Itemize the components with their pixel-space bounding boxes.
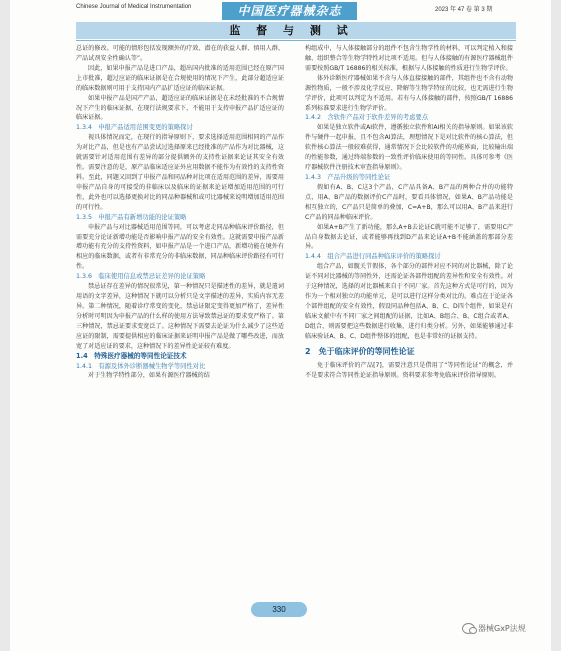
section-title: 监 督 与 测 试 <box>229 24 354 37</box>
paragraph: 因此，如果申报产品是进口产品，超出国内批准的适用范围已经在原产国上市批准，超过应证的临床证据是在合规使用的情况下产生，此部分超适应证的临床数据则可用于支持国内产品扩适应证的临床证据。 <box>76 64 284 92</box>
paragraph: 对于生物学特性部分，如果有源医疗器械的结 <box>88 372 210 380</box>
watermark-text: 器械GxP法规 <box>478 624 526 633</box>
paragraph: 禁忌证存在差异的情况很常见，第一种情况只是描述性的差异，就是遣词用语的文字差异，这种情况下就可以分析只是文字描述的差异，实质内容无差异。第二种情况，随着诊疗常变的变化，禁忌证限定变得更加严格了，差异性分析时可明因为申报产品的什么样的使用方法导致禁忌证的要求变严格了。第三种情况，禁忌证要求变宽泛了。这种情况下需要去论证为什么减少了这些适应证的限制，需要提供相应的临床证据来证明申报产品是做了哪些改进，而放宽了对适应证的要求，这种情况下的差异性论证较有难度。 <box>76 283 284 350</box>
subsubsection-heading: 1.4.2 含软件产品对于软件差异的考虑要点 <box>305 114 429 122</box>
document-page <box>10 0 551 651</box>
journal-logo: 中国医疗器械杂志 <box>222 2 357 20</box>
subsubsection-heading: 1.4.1 有源及体外诊断器械生物学等同性对比 <box>76 362 206 370</box>
paragraph-continued: 构组成中，与人体接触部分的组件不包含生物学性的材料，可以判定植入和接触、组织整合等生物学特性对比项不适用。但与人体接触的有源医疗器械组件需要按照GB/T 16886的相关标准，根据与人体接触的性质进行生物学评价。 <box>305 45 513 72</box>
paragraph: 视具体情况而定，在现行的指导原则下，要求选择适用范围相同的产品作为对比产品，但是也有产品尝试过选择原来已经批准的产品作为对比器械，这就需要针对适用范围有差异的部分提供额外的支持性证据来论证其安全有效性。需要注意的是，原产品临床适应证外应用数据不能作为有效性的支持性资料。至此，同题又回到了申报产品和同品种对比项在适用范围的差异，需要用申报产品自身的可接受的非临床以及临床的证据来论证增加适用范围的可行性，此外也可以选择更换对比的同品种器械和或可比器械来说明增加适用范围的可行性。 <box>76 134 284 211</box>
subsubsection-heading: 1.4.3 产品升级的等同性论证 <box>305 173 391 181</box>
paragraph: 体外诊断医疗器械如果不含与人体直接接触的部件，其组件也不含有动物源性物质，一般不涉及化学反应、降解等生物学特征的比较，也无需进行生物学评价，此项可以判定为不适用。若有与人体接触的部件，按照GB/T 16886系列标准要求进行生物学评价。 <box>305 74 513 112</box>
header-divider <box>76 40 516 41</box>
watermark <box>462 623 526 634</box>
subsubsection-heading: 1.3.5 申报产品有新增功能的论证策略 <box>76 213 187 221</box>
paragraph: 申报产品与对比器械适用范围等同，可以考虑走同品种临床评价路径，但需要充分论证新增功能是否影响申报产品的安全有效性。这就需要申报产品新增功能有充分的支持性资料，如申报产品是一个进口产品，新增功能在境外有相应的临床数据，或者有非常充分的非临床数据，同品种临床评价路径有可行性。 <box>76 223 284 271</box>
paragraph: 如果A+B产生了新功能，那么A+B去论证C就可能不足够了，需要用C产品自身数据去论证，或者能够再找到D产品来论证A+B不能涵盖的那部分差异。 <box>305 223 513 251</box>
paragraph: 假如有A、B、C这3个产品，C产品具备A、B产品的两种合并的功能特点，用A、B产品的数据评价C产品时，要看具体情况，如果A、B产品功能是相互独立的，C产品只是简单的叠加，C=A+B，那么可以用A、B产品来进行C产品的同品种临床评价。 <box>305 183 513 221</box>
paragraph-continued: 总证的修改。可能的情形包括发现额外的疗效、潜在的获益人群、慎用人群、产品试剂安全性确认等”。 <box>76 45 284 62</box>
wechat-icon <box>462 623 475 634</box>
left-column <box>76 44 284 381</box>
subsubsection-heading: 1.3.4 申报产品适用范围变更的策略探讨 <box>76 124 193 132</box>
subsubsection-heading: 1.4.4 组合产品进行同品种临床评价的策略探讨 <box>305 253 441 261</box>
right-column <box>305 44 513 381</box>
journal-name: Chinese Journal of Medical Instrumentation <box>76 4 192 10</box>
page-number: 330 <box>251 602 307 617</box>
paragraph: 组合产品，如髋关节假体，各个部分的部件对应不同的对比器械，除了论证不同对比器械的等同性外，还需论证各部件组配的差异性和安全有效性。对于这种情况，选择的对比器械来自于不同厂家。首先这种方式是可行的，因为作为一个相对独立的功能单元，是可以进行这样分类对比的。难点在于论证各个部件组配的安全有效性，假设同品种包括A、B、C、D四个组件，如果是有临床文献中有不同厂家之间组配的证据，比如A、B组合、B、C组合或者A、D组合，则需要把这些数据进行收集，进行归类分析。另外，如果能够通过非临床验证A、B、C、D组件整体的组配，也是非常好的证据支持。 <box>305 263 513 340</box>
paragraph: 如果是独立软件或AI软件，遵循独立软件和AI相关的指导原则。如果该软件与硬件一起申报，且不包含AI算法，理想情况下是对比软件的核心算法，但软件核心算法一般较难获得，通常情况下会比较软件的功能界面，比较输出端的性能参数，通过终端参数的一致性评价临床使用的等同性。具体可参考《医疗器械软件注册技术审查指导原则》。 <box>305 124 513 172</box>
paragraph: 免于临床评价的产品[7]，需要注意只是借用了“等同性论证”的概念，并不是要求符合等同性论证指导原则。资料要求参考免临床评价指导原则。 <box>305 361 513 379</box>
subsection-heading: 1.4 特殊医疗器械的等同性论证技术 <box>76 351 187 360</box>
section-heading: 2 免于临床评价的等同性论证 <box>305 346 415 356</box>
paragraph: 如果申报产品是国产产品，超适应证的临床证据是在未经批准的不合规情况下产生的临床证据，在现行法规要求下，不能用于支持申报产品扩适应证的临床证据。 <box>76 94 284 122</box>
issue-info: 2023 年 47 卷 第 3 期 <box>435 7 493 13</box>
subsubsection-heading: 1.3.6 临床使用信息或禁忌证差异的论证策略 <box>76 273 206 281</box>
